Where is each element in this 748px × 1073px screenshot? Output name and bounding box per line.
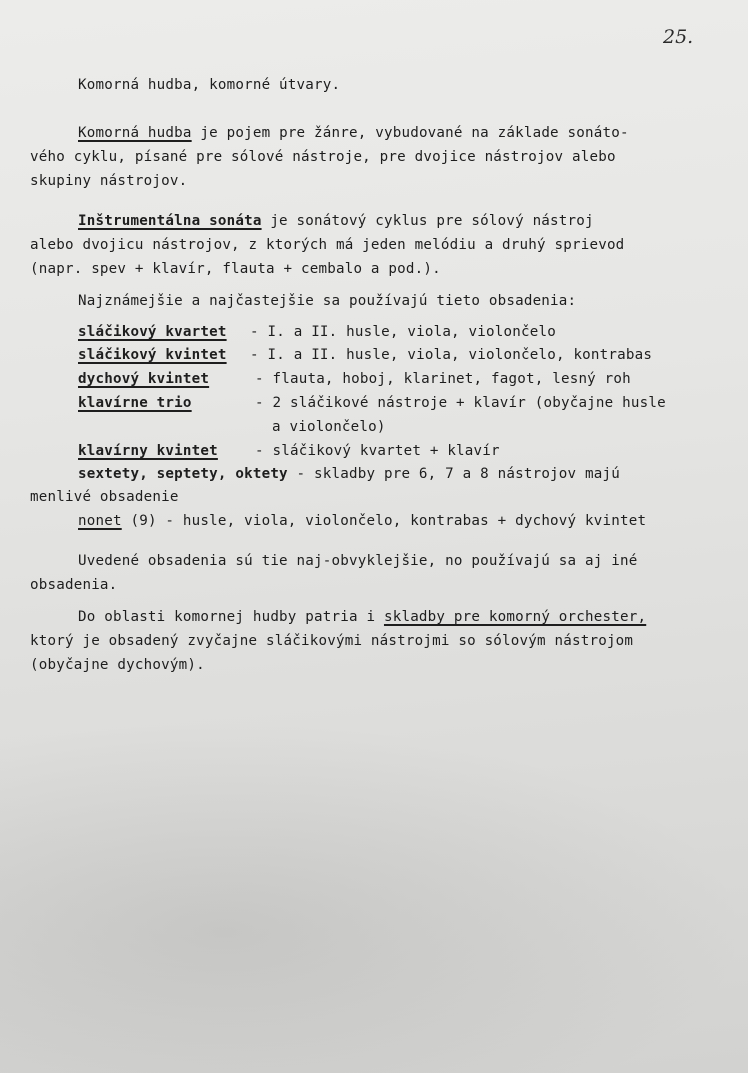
paragraph-2-line-1: Inštrumentálna sonáta je sonátový cyklus pre sólový nástroj: [78, 213, 594, 229]
ensemble-desc: - I. a II. husle, viola, violončelo, kontrabas: [250, 347, 653, 363]
term-instrumentalna-sonata: Inštrumentálna sonáta: [78, 213, 262, 229]
heading: Komorná hudba, komorné útvary.: [78, 77, 341, 93]
ensemble-desc: - I. a II. husle, viola, violončelo: [250, 324, 556, 340]
ensemble-desc-continued: a violončelo): [272, 419, 386, 435]
ensemble-name: klavírny kvintet: [78, 443, 218, 459]
ensembles-intro: Najznámejšie a najčastejšie sa používajú tieto obsadenia:: [78, 293, 577, 309]
paragraph-4-line-1: Uvedené obsadenia sú tie naj-obvyklejšie, no používajú sa aj iné: [78, 553, 638, 569]
term-sextety: sextety, septety, oktety: [78, 466, 288, 482]
paragraph-1-line-1: Komorná hudba je pojem pre žánre, vybudované na základe sonáto-: [78, 125, 629, 141]
nonet-line: nonet (9) - husle, viola, violončelo, kontrabas + dychový kvintet: [78, 513, 647, 529]
paragraph-5-line-3: (obyčajne dychovým).: [30, 657, 205, 673]
sextety-line-2: menlivé obsadenie: [30, 489, 179, 505]
ensemble-name: sláčikový kvartet: [78, 324, 227, 340]
page-number: 25.: [663, 26, 694, 48]
ensemble-desc: - 2 sláčikové nástroje + klavír (obyčajne husle: [255, 395, 666, 411]
term-nonet: nonet: [78, 513, 122, 529]
paragraph-4-line-2: obsadenia.: [30, 577, 118, 593]
term-komorna-hudba: Komorná hudba: [78, 125, 192, 141]
ensemble-name: dychový kvintet: [78, 371, 210, 387]
ensemble-desc: - flauta, hoboj, klarinet, fagot, lesný roh: [255, 371, 631, 387]
ensemble-desc: - sláčikový kvartet + klavír: [255, 443, 500, 459]
paragraph-2-line-3: (napr. spev + klavír, flauta + cembalo a pod.).: [30, 261, 441, 277]
term-komorny-orchester: skladby pre komorný orchester,: [383, 609, 647, 625]
sextety-line-1: sextety, septety, oktety - skladby pre 6, 7 a 8 nástrojov majú: [78, 466, 620, 482]
ensemble-name: sláčikový kvintet: [78, 347, 227, 363]
paper-shadow: [0, 720, 748, 1073]
ensemble-name: klavírne trio: [78, 395, 192, 411]
paragraph-1-line-3: skupiny nástrojov.: [30, 173, 188, 189]
paragraph-1-line-2: vého cyklu, písané pre sólové nástroje, pre dvojice nástrojov alebo: [30, 149, 616, 165]
paragraph-5-line-2: ktorý je obsadený zvyčajne sláčikovými nástrojmi so sólovým nástrojom: [30, 633, 634, 649]
paragraph-2-line-2: alebo dvojicu nástrojov, z ktorých má jeden melódiu a druhý sprievod: [30, 237, 625, 253]
paragraph-5-line-1: Do oblasti komornej hudby patria i skladby pre komorný orchester,: [78, 609, 647, 625]
